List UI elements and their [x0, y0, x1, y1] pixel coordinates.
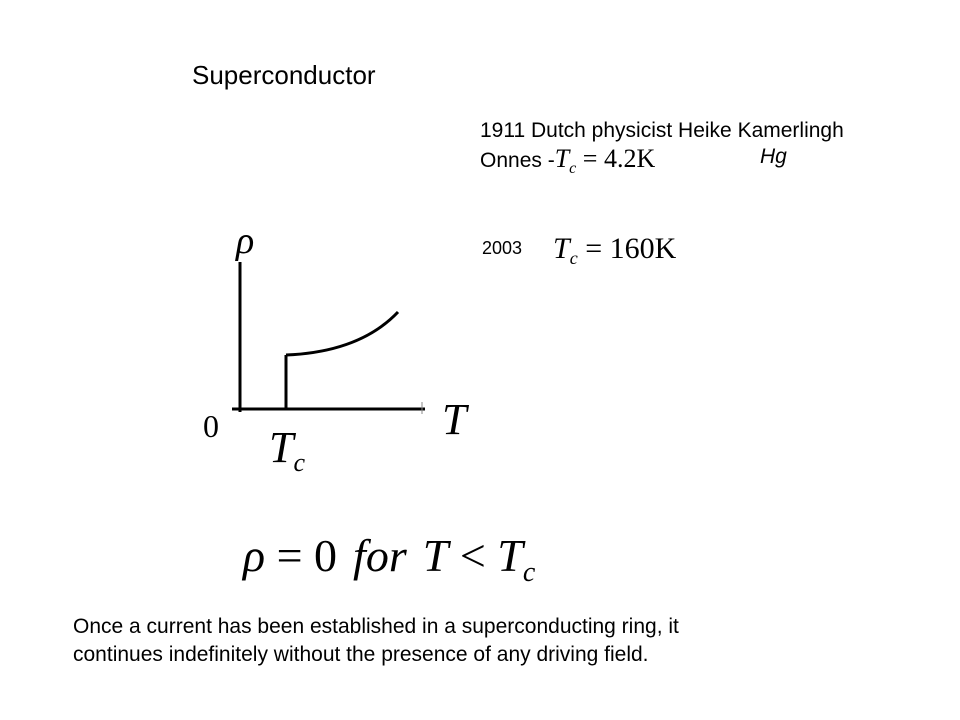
y-axis-label: ρ	[236, 220, 255, 262]
slide-title: Superconductor	[192, 60, 376, 90]
element-label: Hg	[760, 145, 787, 168]
formula-for: for	[353, 530, 407, 581]
superconductivity-formula	[243, 528, 536, 588]
record-year: 2003	[482, 238, 523, 258]
tc-value: = 4.2K	[576, 144, 656, 173]
record-tc-symbol: T	[553, 232, 570, 265]
origin-label: 0	[203, 408, 219, 444]
resistivity-curve	[286, 312, 398, 355]
statement-line-1: Once a current has been established in a superconducting ring, it	[73, 615, 679, 638]
record-tc-subscript: c	[569, 248, 578, 269]
formula-equals-zero: = 0	[265, 530, 338, 581]
tc-axis-subscript: c	[293, 448, 306, 478]
formula-t: T	[422, 530, 449, 581]
discovery-line-1: 1911 Dutch physicist Heike Kamerlingh	[480, 119, 844, 142]
tc-axis-label	[269, 422, 306, 478]
formula-tc-subscript: c	[522, 556, 536, 588]
tc-symbol: T	[554, 144, 570, 173]
formula-tc-symbol: T	[497, 530, 523, 581]
record-tc-value: = 160K	[577, 232, 677, 265]
formula-rho: ρ	[243, 530, 266, 581]
formula-less-than: <	[448, 530, 498, 581]
resistivity-step	[240, 355, 286, 409]
tc-subscript: c	[569, 159, 577, 177]
onnes-text: Onnes -	[480, 149, 555, 172]
x-axis-label: T	[442, 395, 467, 444]
statement-line-2: continues indefinitely without the presence of any driving field.	[73, 643, 649, 666]
tc-axis-symbol: T	[269, 423, 294, 472]
statement	[73, 613, 679, 669]
